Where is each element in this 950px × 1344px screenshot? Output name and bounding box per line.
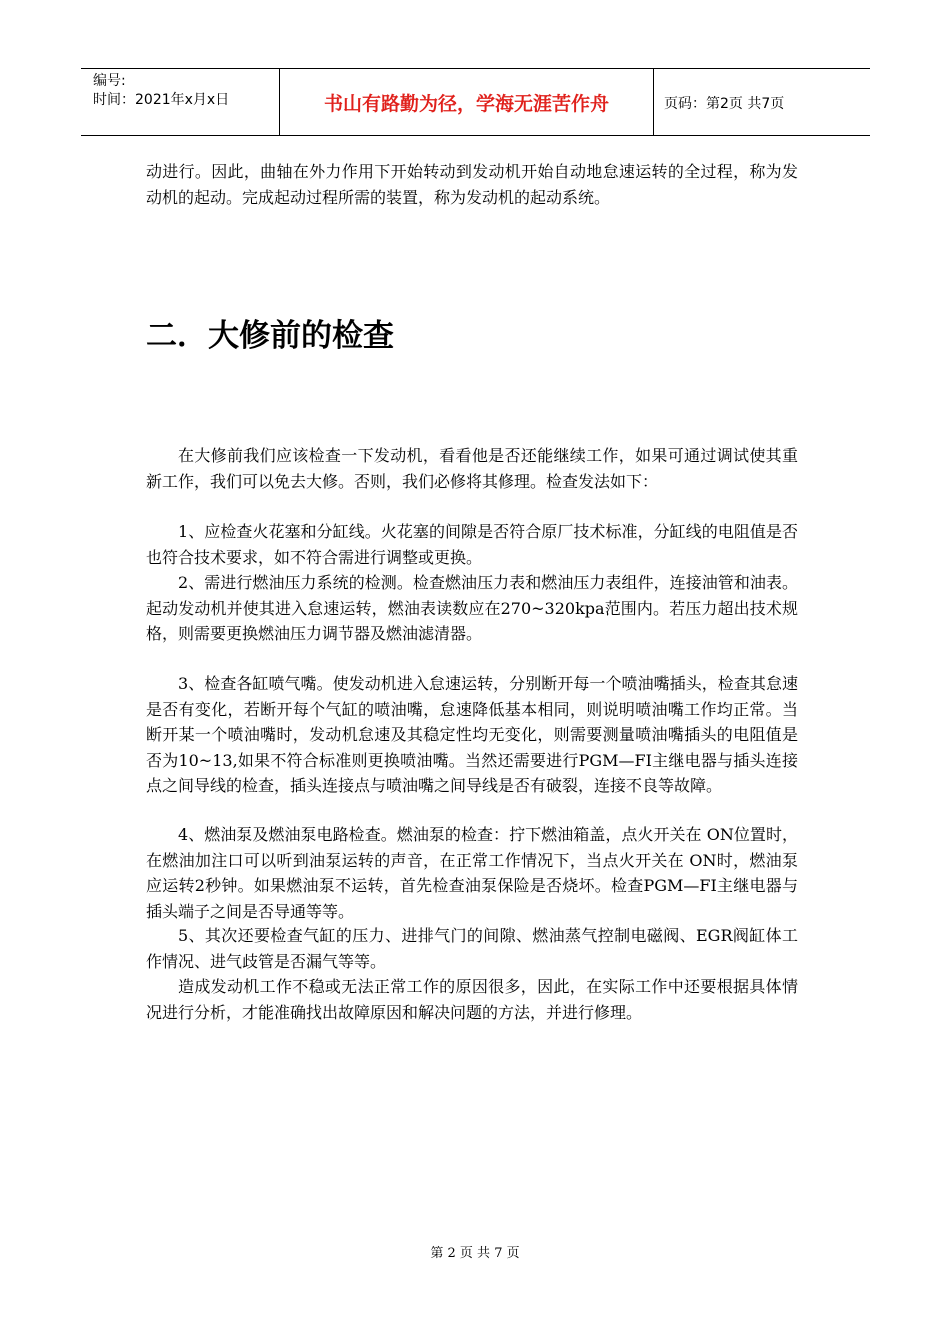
body-paragraph: 在大修前我们应该检查一下发动机，看看他是否还能继续工作，如果可通过调试使其重新工作，我们可以免去大修。否则，我们必修将其修理。检查发法如下： — [146, 446, 798, 491]
intro-paragraph: 动进行。因此，曲轴在外力作用下开始转动到发动机开始自动地怠速运转的全过程，称为发动机的起动。完成起动过程所需的装置，称为发动机的起动系统。 — [146, 162, 798, 207]
document-date: 时间：2021年x月x日 — [93, 92, 230, 108]
body-paragraph: 3、检查各缸喷气嘴。使发动机进入怠速运转，分别断开每一个喷油嘴插头，检查其怠速是否有变化，若断开每个气缸的喷油嘴，怠速降低基本相同，则说明喷油嘴工作均正常。当断开某一个喷油嘴时，发动机怠速及其稳定性均无变化，则需要测量喷油嘴插头的电阻值是否为10~13,如果不符合标准则更换喷油嘴。当然还需要进行PGM—FI主继电器与插头连接点之间导线的检查，插头连接点与喷油嘴之间导线是否有破裂，连接不良等故障。 — [146, 674, 798, 795]
page-footer: 第 2 页 共 7 页 — [430, 1246, 520, 1261]
body-paragraph: 造成发动机工作不稳或无法正常工作的原因很多，因此，在实际工作中还要根据具体情况进行分析，才能准确找出故障原因和解决问题的方法，并进行修理。 — [146, 977, 798, 1022]
header-info-cell — [81, 69, 280, 135]
body-paragraph: 2、需进行燃油压力系统的检测。检查燃油压力表和燃油压力表组件，连接油管和油表。起动发动机并使其进入怠速运转，燃油表读数应在270~320kpa范围内。若压力超出技术规格，则需要更换燃油压力调节器及燃油滤清器。 — [146, 573, 798, 643]
body-paragraph: 5、其次还要检查气缸的压力、进排气门的间隙、燃油蒸气控制电磁阀、EGR阀缸体工作情况、进气歧管是否漏气等等。 — [146, 926, 798, 971]
header-motto-cell — [280, 69, 654, 135]
header-page-indicator: 页码：第2页 共7页 — [664, 96, 785, 112]
document-number-label: 编号: — [93, 73, 126, 89]
page-header — [81, 68, 870, 136]
body-paragraph: 1、应检查火花塞和分缸线。火花塞的间隙是否符合原厂技术标准，分缸线的电阻值是否也符合技术要求，如不符合需进行调整或更换。 — [146, 522, 798, 567]
section-heading: 二．大修前的检查 — [146, 318, 394, 354]
header-motto: 书山有路勤为径，学海无涯苦作舟 — [323, 93, 609, 115]
header-page-cell — [654, 69, 870, 135]
body-paragraph: 4、燃油泵及燃油泵电路检查。燃油泵的检查：拧下燃油箱盖，点火开关在 ON位置时，在燃油加注口可以听到油泵运转的声音，在正常工作情况下，当点火开关在 ON时，燃油泵应运转2秒钟。如果燃油泵不运转，首先检查油泵保险是否烧坏。检查PGM—FI主继电器与插头端子之间是否导通等等。 — [146, 825, 798, 921]
